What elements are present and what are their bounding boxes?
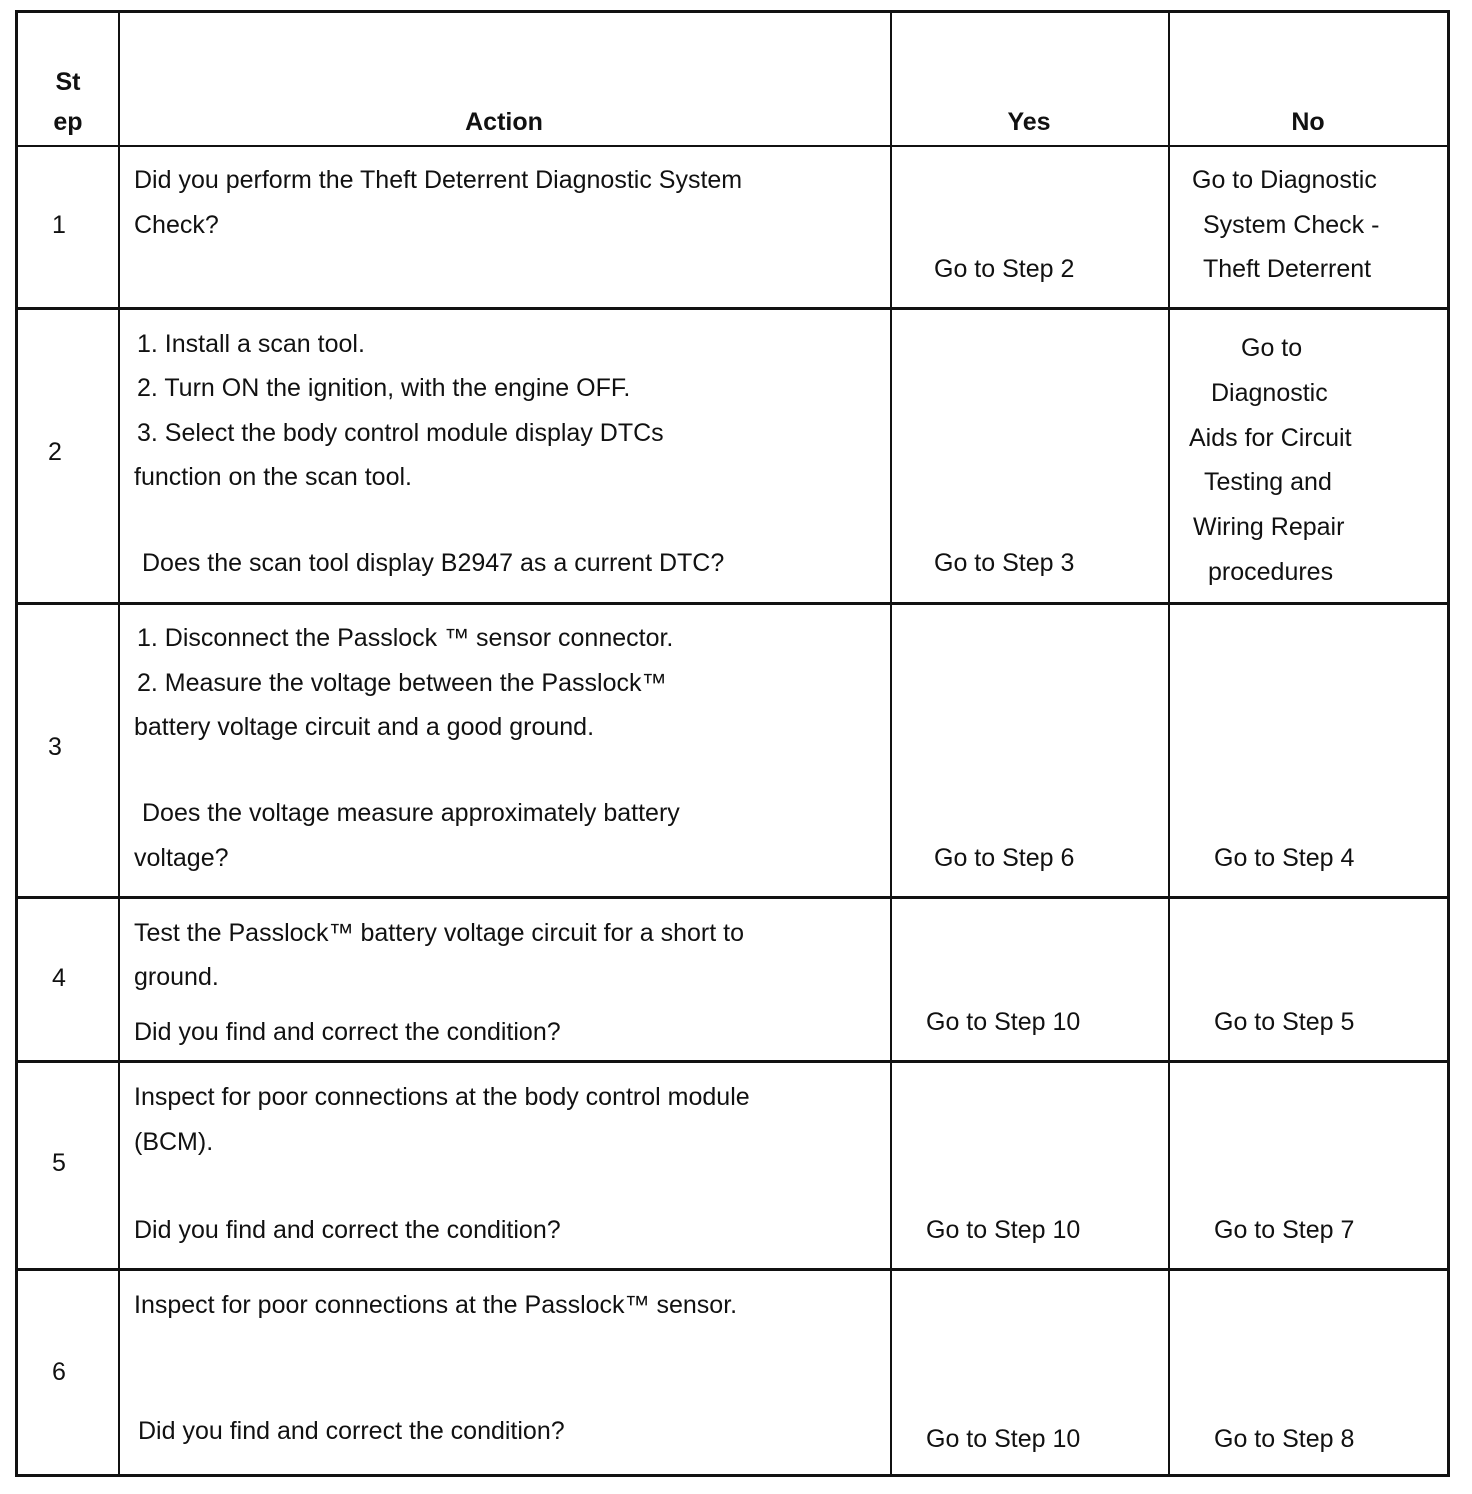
action-text: 1. Install a scan tool. <box>137 330 365 358</box>
no-link[interactable]: Wiring Repair <box>1193 513 1345 541</box>
row-divider <box>18 1268 1447 1271</box>
row-divider <box>18 602 1447 605</box>
action-text: ground. <box>134 963 219 991</box>
step-number: 5 <box>52 1149 66 1177</box>
no-link[interactable]: Go to Step 5 <box>1214 1008 1355 1036</box>
no-link[interactable]: procedures <box>1208 558 1334 586</box>
action-text: Inspect for poor connections at the Passlock™ sensor. <box>134 1291 738 1319</box>
no-link[interactable]: Testing and <box>1204 468 1332 496</box>
header-step <box>18 62 118 142</box>
yes-link[interactable]: Go to Step 6 <box>934 844 1075 872</box>
yes-link[interactable]: Go to Step 10 <box>926 1008 1081 1036</box>
step-number: 3 <box>48 733 62 761</box>
action-text: Did you find and correct the condition? <box>134 1018 561 1046</box>
action-text: Test the Passlock™ battery voltage circuit for a short to <box>134 919 744 947</box>
action-text: Does the voltage measure approximately battery <box>142 799 680 827</box>
header-step-line1: St <box>55 68 81 96</box>
action-text: 1. Disconnect the Passlock ™ sensor connector. <box>137 624 674 652</box>
no-link[interactable]: Go to Step 4 <box>1214 844 1355 872</box>
no-link[interactable]: Go to <box>1241 334 1303 362</box>
yes-link[interactable]: Go to Step 10 <box>926 1216 1081 1244</box>
no-link[interactable]: Go to Diagnostic <box>1192 166 1377 194</box>
row-divider <box>18 145 1447 147</box>
yes-link[interactable]: Go to Step 2 <box>934 255 1075 283</box>
action-text: voltage? <box>134 844 229 872</box>
action-text: 3. Select the body control module display DTCs <box>137 419 664 447</box>
no-link[interactable]: Go to Step 8 <box>1214 1425 1355 1453</box>
no-link[interactable]: Theft Deterrent <box>1203 255 1372 283</box>
action-text: (BCM). <box>134 1128 214 1156</box>
action-text: battery voltage circuit and a good ground. <box>134 713 595 741</box>
step-number: 2 <box>48 438 62 466</box>
action-text: Does the scan tool display B2947 as a current DTC? <box>142 549 725 577</box>
action-text: 2. Measure the voltage between the Passlock™ <box>137 669 667 697</box>
header-no: No <box>1291 108 1325 136</box>
no-link[interactable]: Diagnostic <box>1211 379 1328 407</box>
row-divider <box>18 896 1447 899</box>
column-divider <box>118 13 120 1474</box>
action-text: Did you perform the Theft Deterrent Diagnostic System <box>134 166 743 194</box>
row-divider <box>18 1060 1447 1063</box>
header-action: Action <box>465 108 543 136</box>
action-text: 2. Turn ON the ignition, with the engine OFF. <box>137 374 631 402</box>
no-link[interactable]: System Check - <box>1203 211 1380 239</box>
yes-link[interactable]: Go to Step 3 <box>934 549 1075 577</box>
column-divider <box>1168 13 1170 1474</box>
action-text: Did you find and correct the condition? <box>134 1216 561 1244</box>
header-yes: Yes <box>1007 108 1051 136</box>
action-text: function on the scan tool. <box>134 463 412 491</box>
action-text: Inspect for poor connections at the body control module <box>134 1083 750 1111</box>
header-step-line2: ep <box>53 108 83 136</box>
action-text: Did you find and correct the condition? <box>138 1417 565 1445</box>
no-link[interactable]: Go to Step 7 <box>1214 1216 1355 1244</box>
no-link[interactable]: Aids for Circuit <box>1189 424 1352 452</box>
step-number: 1 <box>52 211 66 239</box>
step-number: 4 <box>52 964 66 992</box>
yes-link[interactable]: Go to Step 10 <box>926 1425 1081 1453</box>
step-number: 6 <box>52 1358 66 1386</box>
row-divider <box>18 307 1447 310</box>
column-divider <box>890 13 892 1474</box>
action-text: Check? <box>134 211 219 239</box>
